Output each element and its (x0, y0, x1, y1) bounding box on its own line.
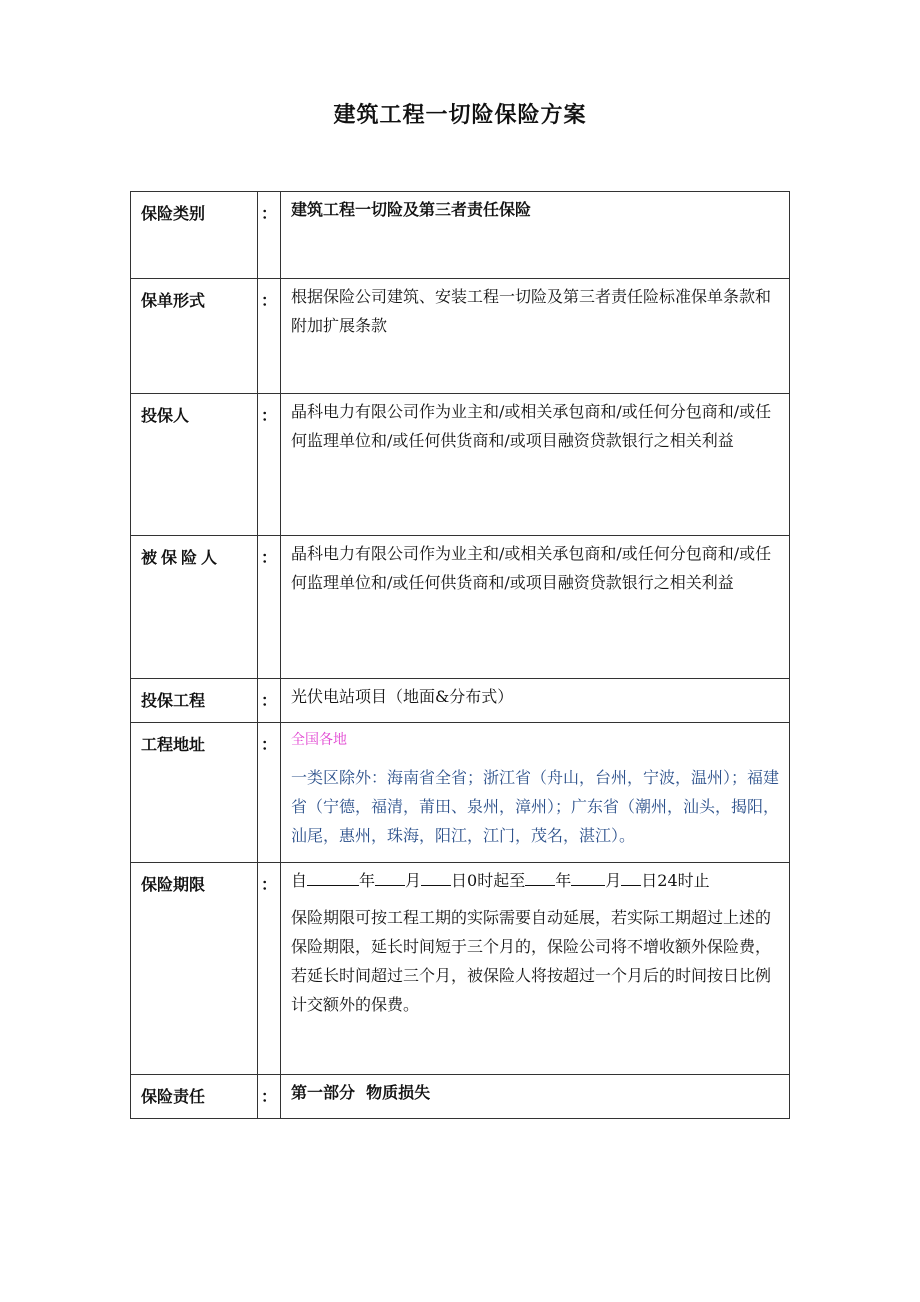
applicant-label: 投保人 (131, 394, 258, 536)
blank-field (525, 867, 555, 886)
colon: ： (258, 536, 281, 679)
insured-label: 被保险人 (131, 536, 258, 679)
blank-field (307, 867, 359, 886)
period-text: 月 (605, 871, 622, 890)
blank-field (421, 867, 451, 886)
project-value: 光伏电站项目（地面&分布式） (281, 679, 790, 723)
address-value (281, 723, 790, 863)
blank-field (375, 867, 405, 886)
period-text: 日0时起至 (451, 871, 526, 890)
liability-value-text: 第一部分 物质损失 (291, 1083, 431, 1102)
address-scope: 全国各地 (291, 732, 347, 748)
form-label: 保单形式 (131, 279, 258, 394)
table-row (131, 863, 790, 1075)
liability-value (281, 1075, 790, 1119)
colon: ： (258, 863, 281, 1075)
project-label: 投保工程 (131, 679, 258, 723)
period-value (281, 863, 790, 1075)
period-text: 年 (359, 871, 376, 890)
period-text: 日24时止 (641, 871, 710, 890)
colon: ： (258, 394, 281, 536)
category-value-text: 建筑工程一切险及第三者责任保险 (291, 200, 532, 219)
table-row (131, 394, 790, 536)
address-label: 工程地址 (131, 723, 258, 863)
table-row (131, 1075, 790, 1119)
page-title: 建筑工程一切险保险方案 (333, 102, 587, 128)
period-text: 自 (291, 871, 308, 890)
period-text: 月 (405, 871, 422, 890)
insured-value: 晶科电力有限公司作为业主和/或相关承包商和/或任何分包商和/或任何监理单位和/或任何供货商和/或项目融资贷款银行之相关利益 (281, 536, 790, 679)
period-text: 年 (555, 871, 572, 890)
policy-table (130, 191, 790, 1119)
table-row (131, 723, 790, 863)
period-date-line (291, 866, 783, 895)
table-row (131, 279, 790, 394)
blank-field (621, 867, 641, 886)
liability-label: 保险责任 (131, 1075, 258, 1119)
table-row (131, 192, 790, 279)
table-row (131, 536, 790, 679)
table-row (131, 679, 790, 723)
colon: ： (258, 192, 281, 279)
applicant-value: 晶科电力有限公司作为业主和/或相关承包商和/或任何分包商和/或任何监理单位和/或任何供货商和/或项目融资贷款银行之相关利益 (281, 394, 790, 536)
colon: ： (258, 279, 281, 394)
colon: ： (258, 1075, 281, 1119)
category-label: 保险类别 (131, 192, 258, 279)
period-note: 保险期限可按工程工期的实际需要自动延展，若实际工期超过上述的保险期限，延长时间短于三个月的，保险公司将不增收额外保险费，若延长时间超过三个月，被保险人将按超过一个月后的时间按日比例计交额外的保费。 (291, 908, 772, 1014)
category-value (281, 192, 790, 279)
form-value: 根据保险公司建筑、安装工程一切险及第三者责任险标准保单条款和附加扩展条款 (281, 279, 790, 394)
colon: ： (258, 679, 281, 723)
colon: ： (258, 723, 281, 863)
period-label: 保险期限 (131, 863, 258, 1075)
blank-field (571, 867, 605, 886)
address-exclusion: 一类区除外：海南省全省；浙江省（舟山，台州，宁波，温州）；福建省（宁德，福清，莆田、泉州，漳州）；广东省（潮州，汕头，揭阳，汕尾，惠州，珠海，阳江，江门，茂名，湛江）。 (291, 768, 780, 845)
